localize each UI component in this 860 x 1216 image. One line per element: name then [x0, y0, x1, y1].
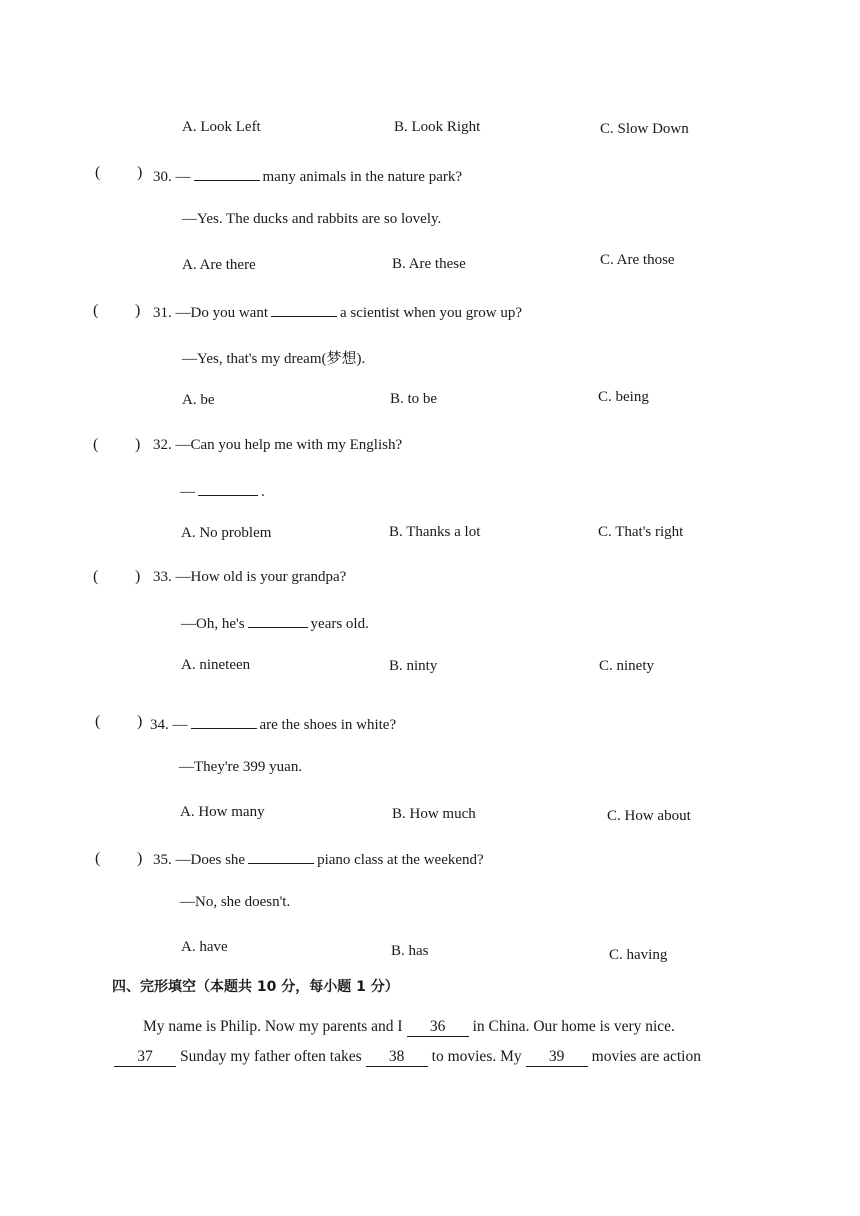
answer-blank[interactable] — [248, 613, 308, 628]
cloze-text: Sunday my father often takes — [180, 1048, 362, 1065]
q32-reply — [180, 481, 265, 501]
answer-blank[interactable] — [194, 166, 260, 181]
question-number: 35. — [153, 852, 172, 868]
q33-reply — [181, 613, 369, 633]
cloze-blank-36[interactable]: 36 — [407, 1018, 469, 1037]
q33-option-a[interactable]: A. nineteen — [181, 657, 251, 673]
bracket-close: ) — [137, 850, 143, 867]
q31-option-a[interactable]: A. be — [182, 392, 215, 408]
answer-blank[interactable] — [248, 849, 314, 864]
bracket-open: ( — [93, 302, 99, 319]
cloze-blank-38[interactable]: 38 — [366, 1048, 428, 1067]
reply-pre: — — [180, 484, 195, 500]
q32-option-a[interactable]: A. No problem — [181, 525, 272, 541]
q31-reply: —Yes, that's my dream(梦想). — [182, 351, 366, 367]
stem-pre: —Can you help me with my English? — [175, 437, 403, 453]
q30-reply: —Yes. The ducks and rabbits are so lovely. — [182, 211, 442, 227]
cloze-line-1 — [143, 1018, 675, 1037]
cloze-blank-37[interactable]: 37 — [114, 1048, 176, 1067]
stem-post: a scientist when you grow up? — [340, 305, 523, 321]
stem-pre: — — [175, 169, 191, 185]
q30-option-b[interactable]: B. Are these — [392, 256, 466, 272]
reply-post: years old. — [310, 616, 369, 632]
q30-option-c[interactable]: C. Are those — [600, 252, 675, 268]
q33-option-b[interactable]: B. ninty — [389, 658, 438, 674]
stem-post: many animals in the nature park? — [262, 169, 463, 185]
cloze-text: My name is Philip. Now my parents and I — [143, 1018, 403, 1035]
q35-option-c[interactable]: C. having — [609, 947, 668, 963]
stem-pre: —How old is your grandpa? — [175, 569, 347, 585]
q35-stem — [153, 849, 484, 869]
cloze-text: to movies. My — [431, 1048, 522, 1065]
q33-option-c[interactable]: C. ninety — [599, 658, 654, 674]
q32-stem — [153, 437, 402, 454]
q35-reply: —No, she doesn't. — [180, 894, 291, 910]
question-number: 32. — [153, 437, 172, 453]
q31-option-c[interactable]: C. being — [598, 389, 649, 405]
q32-option-c[interactable]: C. That's right — [598, 524, 684, 540]
question-number: 33. — [153, 569, 172, 585]
q34-option-c[interactable]: C. How about — [607, 808, 691, 824]
q33-stem — [153, 569, 346, 586]
stem-post: piano class at the weekend? — [317, 852, 484, 868]
answer-blank[interactable] — [271, 302, 337, 317]
cloze-text: in China. Our home is very nice. — [472, 1018, 675, 1035]
stem-post: are the shoes in white? — [259, 717, 397, 733]
cloze-text: movies are action — [591, 1048, 701, 1065]
q31-stem — [153, 302, 522, 322]
q29-option-b[interactable]: B. Look Right — [394, 119, 481, 135]
stem-pre: —Do you want — [175, 305, 268, 321]
answer-blank[interactable] — [191, 714, 257, 729]
reply-post: . — [261, 484, 265, 500]
question-number: 34. — [150, 717, 169, 733]
cloze-blank-39[interactable]: 39 — [526, 1048, 588, 1067]
q31-option-b[interactable]: B. to be — [390, 391, 438, 407]
q34-reply: —They're 399 yuan. — [179, 759, 303, 775]
bracket-open: ( — [95, 164, 101, 181]
bracket-close: ) — [137, 164, 143, 181]
bracket-open: ( — [93, 568, 99, 585]
stem-pre: —Does she — [175, 852, 246, 868]
bracket-close: ) — [137, 713, 143, 730]
bracket-close: ) — [135, 568, 141, 585]
bracket-close: ) — [135, 302, 141, 319]
bracket-open: ( — [95, 850, 101, 867]
q34-option-b[interactable]: B. How much — [392, 806, 476, 822]
q35-option-a[interactable]: A. have — [181, 939, 228, 955]
q30-option-a[interactable]: A. Are there — [182, 257, 256, 273]
bracket-open: ( — [95, 713, 101, 730]
q32-option-b[interactable]: B. Thanks a lot — [389, 524, 481, 540]
stem-pre: — — [172, 717, 188, 733]
q35-option-b[interactable]: B. has — [391, 943, 429, 959]
q30-stem — [153, 166, 462, 186]
q34-option-a[interactable]: A. How many — [180, 804, 265, 820]
question-number: 30. — [153, 169, 172, 185]
bracket-close: ) — [135, 436, 141, 453]
q29-option-a[interactable]: A. Look Left — [182, 119, 261, 135]
question-number: 31. — [153, 305, 172, 321]
bracket-open: ( — [93, 436, 99, 453]
reply-pre: —Oh, he's — [181, 616, 245, 632]
q34-stem — [150, 714, 396, 734]
cloze-line-2 — [110, 1048, 701, 1067]
section-heading: 四、完形填空（本题共 10 分，每小题 1 分） — [112, 979, 399, 995]
q29-option-c[interactable]: C. Slow Down — [600, 121, 689, 137]
answer-blank[interactable] — [198, 481, 258, 496]
